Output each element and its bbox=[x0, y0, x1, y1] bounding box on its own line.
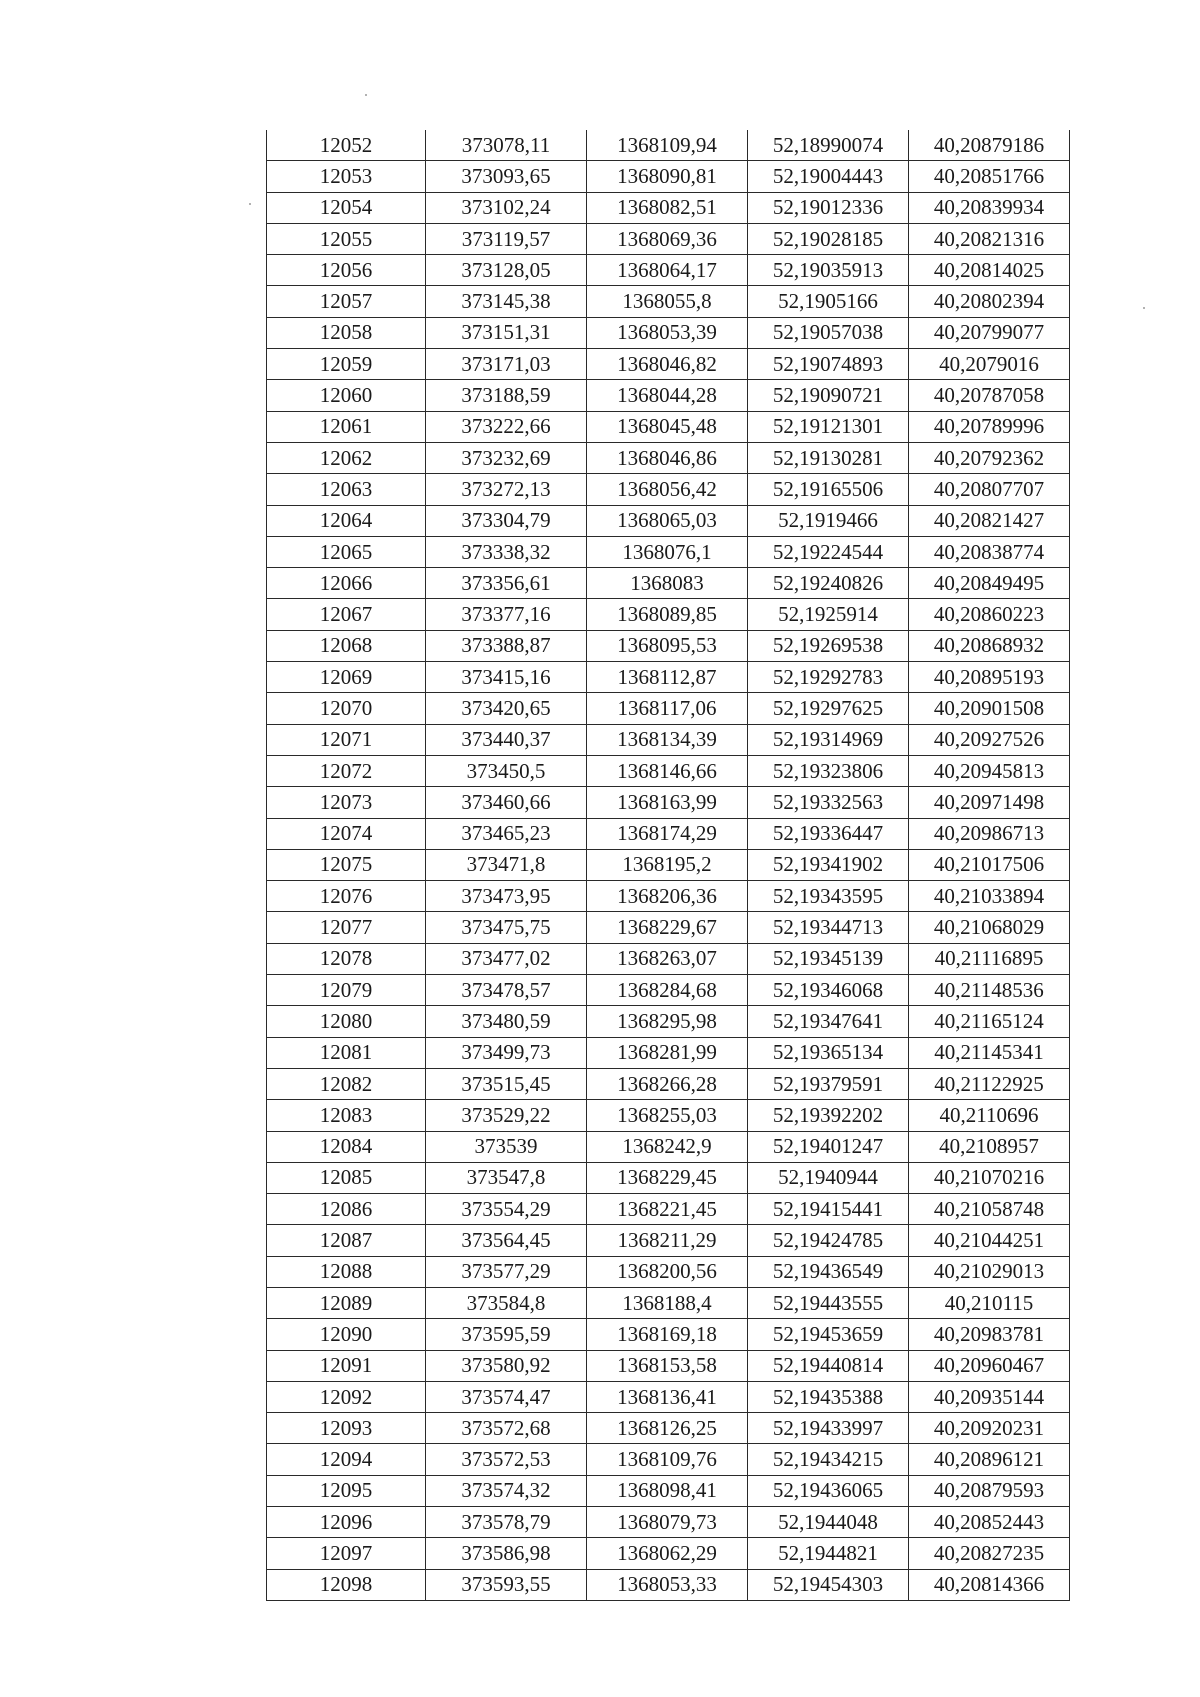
x-coordinate-cell: 373547,8 bbox=[426, 1162, 587, 1193]
point-number-cell: 12056 bbox=[267, 255, 426, 286]
longitude-cell: 40,20860223 bbox=[909, 599, 1070, 630]
longitude-cell: 40,21058748 bbox=[909, 1194, 1070, 1225]
x-coordinate-cell: 373477,02 bbox=[426, 943, 587, 974]
x-coordinate-cell: 373473,95 bbox=[426, 881, 587, 912]
table-row bbox=[267, 474, 1070, 505]
point-number-cell: 12068 bbox=[267, 630, 426, 661]
x-coordinate-cell: 373539 bbox=[426, 1131, 587, 1162]
point-number-cell: 12069 bbox=[267, 662, 426, 693]
point-number-cell: 12073 bbox=[267, 787, 426, 818]
point-number-cell: 12078 bbox=[267, 943, 426, 974]
table-row bbox=[267, 255, 1070, 286]
table-row bbox=[267, 1507, 1070, 1538]
latitude-cell: 52,19345139 bbox=[748, 943, 909, 974]
point-number-cell: 12061 bbox=[267, 411, 426, 442]
x-coordinate-cell: 373128,05 bbox=[426, 255, 587, 286]
x-coordinate-cell: 373572,53 bbox=[426, 1444, 587, 1475]
latitude-cell: 52,19165506 bbox=[748, 474, 909, 505]
longitude-cell: 40,20945813 bbox=[909, 755, 1070, 786]
table-row bbox=[267, 1381, 1070, 1412]
longitude-cell: 40,20802394 bbox=[909, 286, 1070, 317]
latitude-cell: 52,19074893 bbox=[748, 349, 909, 380]
x-coordinate-cell: 373377,16 bbox=[426, 599, 587, 630]
y-coordinate-cell: 1368053,39 bbox=[587, 317, 748, 348]
point-number-cell: 12077 bbox=[267, 912, 426, 943]
latitude-cell: 52,1919466 bbox=[748, 505, 909, 536]
table-row bbox=[267, 442, 1070, 473]
x-coordinate-cell: 373584,8 bbox=[426, 1287, 587, 1318]
y-coordinate-cell: 1368229,67 bbox=[587, 912, 748, 943]
latitude-cell: 52,19292783 bbox=[748, 662, 909, 693]
latitude-cell: 52,1925914 bbox=[748, 599, 909, 630]
x-coordinate-cell: 373272,13 bbox=[426, 474, 587, 505]
y-coordinate-cell: 1368056,42 bbox=[587, 474, 748, 505]
y-coordinate-cell: 1368281,99 bbox=[587, 1037, 748, 1068]
scan-speck bbox=[249, 203, 251, 205]
point-number-cell: 12096 bbox=[267, 1507, 426, 1538]
y-coordinate-cell: 1368153,58 bbox=[587, 1350, 748, 1381]
y-coordinate-cell: 1368195,2 bbox=[587, 849, 748, 880]
longitude-cell: 40,20851766 bbox=[909, 161, 1070, 192]
latitude-cell: 52,19365134 bbox=[748, 1037, 909, 1068]
point-number-cell: 12089 bbox=[267, 1287, 426, 1318]
longitude-cell: 40,20807707 bbox=[909, 474, 1070, 505]
table-row bbox=[267, 130, 1070, 161]
point-number-cell: 12084 bbox=[267, 1131, 426, 1162]
latitude-cell: 52,19269538 bbox=[748, 630, 909, 661]
longitude-cell: 40,20986713 bbox=[909, 818, 1070, 849]
point-number-cell: 12085 bbox=[267, 1162, 426, 1193]
latitude-cell: 52,19341902 bbox=[748, 849, 909, 880]
latitude-cell: 52,19424785 bbox=[748, 1225, 909, 1256]
table-row bbox=[267, 1131, 1070, 1162]
table-row bbox=[267, 881, 1070, 912]
y-coordinate-cell: 1368117,06 bbox=[587, 693, 748, 724]
table-row bbox=[267, 1444, 1070, 1475]
x-coordinate-cell: 373475,75 bbox=[426, 912, 587, 943]
point-number-cell: 12062 bbox=[267, 442, 426, 473]
point-number-cell: 12064 bbox=[267, 505, 426, 536]
x-coordinate-cell: 373222,66 bbox=[426, 411, 587, 442]
table-row bbox=[267, 223, 1070, 254]
longitude-cell: 40,21148536 bbox=[909, 975, 1070, 1006]
y-coordinate-cell: 1368076,1 bbox=[587, 536, 748, 567]
x-coordinate-cell: 373450,5 bbox=[426, 755, 587, 786]
y-coordinate-cell: 1368055,8 bbox=[587, 286, 748, 317]
y-coordinate-cell: 1368064,17 bbox=[587, 255, 748, 286]
latitude-cell: 52,1944048 bbox=[748, 1507, 909, 1538]
y-coordinate-cell: 1368284,68 bbox=[587, 975, 748, 1006]
table-row bbox=[267, 286, 1070, 317]
y-coordinate-cell: 1368174,29 bbox=[587, 818, 748, 849]
longitude-cell: 40,20971498 bbox=[909, 787, 1070, 818]
point-number-cell: 12093 bbox=[267, 1413, 426, 1444]
x-coordinate-cell: 373578,79 bbox=[426, 1507, 587, 1538]
x-coordinate-cell: 373460,66 bbox=[426, 787, 587, 818]
latitude-cell: 52,19435388 bbox=[748, 1381, 909, 1412]
point-number-cell: 12065 bbox=[267, 536, 426, 567]
x-coordinate-cell: 373471,8 bbox=[426, 849, 587, 880]
table-row bbox=[267, 317, 1070, 348]
longitude-cell: 40,20827235 bbox=[909, 1538, 1070, 1569]
longitude-cell: 40,20868932 bbox=[909, 630, 1070, 661]
y-coordinate-cell: 1368069,36 bbox=[587, 223, 748, 254]
longitude-cell: 40,21044251 bbox=[909, 1225, 1070, 1256]
y-coordinate-cell: 1368169,18 bbox=[587, 1319, 748, 1350]
table-row bbox=[267, 411, 1070, 442]
x-coordinate-cell: 373480,59 bbox=[426, 1006, 587, 1037]
table-row bbox=[267, 787, 1070, 818]
x-coordinate-cell: 373478,57 bbox=[426, 975, 587, 1006]
y-coordinate-cell: 1368200,56 bbox=[587, 1256, 748, 1287]
latitude-cell: 52,1944821 bbox=[748, 1538, 909, 1569]
table-row bbox=[267, 755, 1070, 786]
latitude-cell: 52,19336447 bbox=[748, 818, 909, 849]
x-coordinate-cell: 373595,59 bbox=[426, 1319, 587, 1350]
x-coordinate-cell: 373564,45 bbox=[426, 1225, 587, 1256]
table-row bbox=[267, 1413, 1070, 1444]
longitude-cell: 40,20983781 bbox=[909, 1319, 1070, 1350]
longitude-cell: 40,21145341 bbox=[909, 1037, 1070, 1068]
x-coordinate-cell: 373151,31 bbox=[426, 317, 587, 348]
x-coordinate-cell: 373529,22 bbox=[426, 1100, 587, 1131]
table-row bbox=[267, 724, 1070, 755]
y-coordinate-cell: 1368255,03 bbox=[587, 1100, 748, 1131]
latitude-cell: 52,19443555 bbox=[748, 1287, 909, 1318]
longitude-cell: 40,20838774 bbox=[909, 536, 1070, 567]
table-row bbox=[267, 975, 1070, 1006]
latitude-cell: 52,19440814 bbox=[748, 1350, 909, 1381]
table-row bbox=[267, 943, 1070, 974]
table-row bbox=[267, 568, 1070, 599]
table-row bbox=[267, 349, 1070, 380]
point-number-cell: 12091 bbox=[267, 1350, 426, 1381]
point-number-cell: 12054 bbox=[267, 192, 426, 223]
x-coordinate-cell: 373232,69 bbox=[426, 442, 587, 473]
table-row bbox=[267, 1350, 1070, 1381]
y-coordinate-cell: 1368263,07 bbox=[587, 943, 748, 974]
coordinates-table bbox=[266, 130, 1070, 1601]
point-number-cell: 12080 bbox=[267, 1006, 426, 1037]
latitude-cell: 52,19344713 bbox=[748, 912, 909, 943]
point-number-cell: 12081 bbox=[267, 1037, 426, 1068]
latitude-cell: 52,19121301 bbox=[748, 411, 909, 442]
longitude-cell: 40,20799077 bbox=[909, 317, 1070, 348]
latitude-cell: 52,19297625 bbox=[748, 693, 909, 724]
longitude-cell: 40,21116895 bbox=[909, 943, 1070, 974]
latitude-cell: 52,19012336 bbox=[748, 192, 909, 223]
latitude-cell: 52,19057038 bbox=[748, 317, 909, 348]
point-number-cell: 12076 bbox=[267, 881, 426, 912]
longitude-cell: 40,210115 bbox=[909, 1287, 1070, 1318]
longitude-cell: 40,2079016 bbox=[909, 349, 1070, 380]
longitude-cell: 40,21122925 bbox=[909, 1068, 1070, 1099]
y-coordinate-cell: 1368206,36 bbox=[587, 881, 748, 912]
latitude-cell: 52,19332563 bbox=[748, 787, 909, 818]
y-coordinate-cell: 1368112,87 bbox=[587, 662, 748, 693]
point-number-cell: 12066 bbox=[267, 568, 426, 599]
point-number-cell: 12060 bbox=[267, 380, 426, 411]
y-coordinate-cell: 1368082,51 bbox=[587, 192, 748, 223]
x-coordinate-cell: 373356,61 bbox=[426, 568, 587, 599]
point-number-cell: 12086 bbox=[267, 1194, 426, 1225]
x-coordinate-cell: 373093,65 bbox=[426, 161, 587, 192]
latitude-cell: 52,19434215 bbox=[748, 1444, 909, 1475]
point-number-cell: 12059 bbox=[267, 349, 426, 380]
x-coordinate-cell: 373171,03 bbox=[426, 349, 587, 380]
longitude-cell: 40,20896121 bbox=[909, 1444, 1070, 1475]
longitude-cell: 40,2110696 bbox=[909, 1100, 1070, 1131]
longitude-cell: 40,20960467 bbox=[909, 1350, 1070, 1381]
longitude-cell: 40,20935144 bbox=[909, 1381, 1070, 1412]
point-number-cell: 12092 bbox=[267, 1381, 426, 1412]
y-coordinate-cell: 1368090,81 bbox=[587, 161, 748, 192]
point-number-cell: 12090 bbox=[267, 1319, 426, 1350]
x-coordinate-cell: 373572,68 bbox=[426, 1413, 587, 1444]
latitude-cell: 52,19323806 bbox=[748, 755, 909, 786]
point-number-cell: 12087 bbox=[267, 1225, 426, 1256]
point-number-cell: 12057 bbox=[267, 286, 426, 317]
point-number-cell: 12070 bbox=[267, 693, 426, 724]
latitude-cell: 52,19415441 bbox=[748, 1194, 909, 1225]
table-row bbox=[267, 1100, 1070, 1131]
y-coordinate-cell: 1368109,76 bbox=[587, 1444, 748, 1475]
longitude-cell: 40,20814366 bbox=[909, 1569, 1070, 1600]
table-row bbox=[267, 630, 1070, 661]
x-coordinate-cell: 373145,38 bbox=[426, 286, 587, 317]
latitude-cell: 52,19028185 bbox=[748, 223, 909, 254]
longitude-cell: 40,21017506 bbox=[909, 849, 1070, 880]
longitude-cell: 40,20849495 bbox=[909, 568, 1070, 599]
y-coordinate-cell: 1368136,41 bbox=[587, 1381, 748, 1412]
y-coordinate-cell: 1368053,33 bbox=[587, 1569, 748, 1600]
latitude-cell: 52,19401247 bbox=[748, 1131, 909, 1162]
y-coordinate-cell: 1368045,48 bbox=[587, 411, 748, 442]
x-coordinate-cell: 373415,16 bbox=[426, 662, 587, 693]
longitude-cell: 40,20792362 bbox=[909, 442, 1070, 473]
latitude-cell: 52,19433997 bbox=[748, 1413, 909, 1444]
latitude-cell: 52,19346068 bbox=[748, 975, 909, 1006]
latitude-cell: 52,19224544 bbox=[748, 536, 909, 567]
point-number-cell: 12082 bbox=[267, 1068, 426, 1099]
table-row bbox=[267, 849, 1070, 880]
longitude-cell: 40,2108957 bbox=[909, 1131, 1070, 1162]
latitude-cell: 52,19379591 bbox=[748, 1068, 909, 1099]
latitude-cell: 52,19347641 bbox=[748, 1006, 909, 1037]
table-row bbox=[267, 1287, 1070, 1318]
y-coordinate-cell: 1368188,4 bbox=[587, 1287, 748, 1318]
latitude-cell: 52,19090721 bbox=[748, 380, 909, 411]
latitude-cell: 52,19392202 bbox=[748, 1100, 909, 1131]
y-coordinate-cell: 1368229,45 bbox=[587, 1162, 748, 1193]
table-row bbox=[267, 1538, 1070, 1569]
latitude-cell: 52,19343595 bbox=[748, 881, 909, 912]
scan-speck bbox=[1143, 307, 1145, 309]
y-coordinate-cell: 1368242,9 bbox=[587, 1131, 748, 1162]
y-coordinate-cell: 1368295,98 bbox=[587, 1006, 748, 1037]
y-coordinate-cell: 1368146,66 bbox=[587, 755, 748, 786]
table-row bbox=[267, 1225, 1070, 1256]
x-coordinate-cell: 373554,29 bbox=[426, 1194, 587, 1225]
longitude-cell: 40,21068029 bbox=[909, 912, 1070, 943]
point-number-cell: 12058 bbox=[267, 317, 426, 348]
table-row bbox=[267, 1256, 1070, 1287]
longitude-cell: 40,20920231 bbox=[909, 1413, 1070, 1444]
y-coordinate-cell: 1368211,29 bbox=[587, 1225, 748, 1256]
point-number-cell: 12097 bbox=[267, 1538, 426, 1569]
table-row bbox=[267, 505, 1070, 536]
table-row bbox=[267, 912, 1070, 943]
longitude-cell: 40,20927526 bbox=[909, 724, 1070, 755]
x-coordinate-cell: 373574,32 bbox=[426, 1475, 587, 1506]
y-coordinate-cell: 1368163,99 bbox=[587, 787, 748, 818]
y-coordinate-cell: 1368062,29 bbox=[587, 1538, 748, 1569]
x-coordinate-cell: 373188,59 bbox=[426, 380, 587, 411]
point-number-cell: 12098 bbox=[267, 1569, 426, 1600]
table-row bbox=[267, 192, 1070, 223]
table-row bbox=[267, 1569, 1070, 1600]
table-row bbox=[267, 1319, 1070, 1350]
x-coordinate-cell: 373574,47 bbox=[426, 1381, 587, 1412]
x-coordinate-cell: 373338,32 bbox=[426, 536, 587, 567]
longitude-cell: 40,20821316 bbox=[909, 223, 1070, 254]
x-coordinate-cell: 373515,45 bbox=[426, 1068, 587, 1099]
point-number-cell: 12067 bbox=[267, 599, 426, 630]
table-row bbox=[267, 818, 1070, 849]
point-number-cell: 12074 bbox=[267, 818, 426, 849]
longitude-cell: 40,21165124 bbox=[909, 1006, 1070, 1037]
point-number-cell: 12053 bbox=[267, 161, 426, 192]
latitude-cell: 52,19454303 bbox=[748, 1569, 909, 1600]
longitude-cell: 40,20852443 bbox=[909, 1507, 1070, 1538]
latitude-cell: 52,19004443 bbox=[748, 161, 909, 192]
table-row bbox=[267, 380, 1070, 411]
y-coordinate-cell: 1368134,39 bbox=[587, 724, 748, 755]
table-row bbox=[267, 662, 1070, 693]
latitude-cell: 52,19314969 bbox=[748, 724, 909, 755]
latitude-cell: 52,18990074 bbox=[748, 130, 909, 161]
latitude-cell: 52,19436549 bbox=[748, 1256, 909, 1287]
scan-speck bbox=[365, 94, 367, 96]
point-number-cell: 12075 bbox=[267, 849, 426, 880]
longitude-cell: 40,21029013 bbox=[909, 1256, 1070, 1287]
x-coordinate-cell: 373586,98 bbox=[426, 1538, 587, 1569]
latitude-cell: 52,19130281 bbox=[748, 442, 909, 473]
y-coordinate-cell: 1368046,86 bbox=[587, 442, 748, 473]
x-coordinate-cell: 373388,87 bbox=[426, 630, 587, 661]
latitude-cell: 52,19035913 bbox=[748, 255, 909, 286]
table-row bbox=[267, 1068, 1070, 1099]
x-coordinate-cell: 373420,65 bbox=[426, 693, 587, 724]
longitude-cell: 40,20789996 bbox=[909, 411, 1070, 442]
point-number-cell: 12055 bbox=[267, 223, 426, 254]
x-coordinate-cell: 373577,29 bbox=[426, 1256, 587, 1287]
x-coordinate-cell: 373593,55 bbox=[426, 1569, 587, 1600]
table-row bbox=[267, 1037, 1070, 1068]
y-coordinate-cell: 1368083 bbox=[587, 568, 748, 599]
y-coordinate-cell: 1368065,03 bbox=[587, 505, 748, 536]
table-row bbox=[267, 1194, 1070, 1225]
x-coordinate-cell: 373119,57 bbox=[426, 223, 587, 254]
point-number-cell: 12083 bbox=[267, 1100, 426, 1131]
y-coordinate-cell: 1368221,45 bbox=[587, 1194, 748, 1225]
x-coordinate-cell: 373580,92 bbox=[426, 1350, 587, 1381]
point-number-cell: 12063 bbox=[267, 474, 426, 505]
longitude-cell: 40,21070216 bbox=[909, 1162, 1070, 1193]
y-coordinate-cell: 1368098,41 bbox=[587, 1475, 748, 1506]
latitude-cell: 52,19240826 bbox=[748, 568, 909, 599]
table-row bbox=[267, 599, 1070, 630]
point-number-cell: 12094 bbox=[267, 1444, 426, 1475]
longitude-cell: 40,20821427 bbox=[909, 505, 1070, 536]
y-coordinate-cell: 1368046,82 bbox=[587, 349, 748, 380]
point-number-cell: 12088 bbox=[267, 1256, 426, 1287]
longitude-cell: 40,20814025 bbox=[909, 255, 1070, 286]
longitude-cell: 40,20839934 bbox=[909, 192, 1070, 223]
longitude-cell: 40,20895193 bbox=[909, 662, 1070, 693]
point-number-cell: 12072 bbox=[267, 755, 426, 786]
table-row bbox=[267, 536, 1070, 567]
longitude-cell: 40,20879186 bbox=[909, 130, 1070, 161]
table-row bbox=[267, 1475, 1070, 1506]
x-coordinate-cell: 373440,37 bbox=[426, 724, 587, 755]
point-number-cell: 12052 bbox=[267, 130, 426, 161]
longitude-cell: 40,21033894 bbox=[909, 881, 1070, 912]
y-coordinate-cell: 1368126,25 bbox=[587, 1413, 748, 1444]
y-coordinate-cell: 1368266,28 bbox=[587, 1068, 748, 1099]
coordinates-table-body bbox=[267, 130, 1070, 1600]
y-coordinate-cell: 1368044,28 bbox=[587, 380, 748, 411]
table-row bbox=[267, 1006, 1070, 1037]
point-number-cell: 12079 bbox=[267, 975, 426, 1006]
longitude-cell: 40,20879593 bbox=[909, 1475, 1070, 1506]
table-row bbox=[267, 1162, 1070, 1193]
y-coordinate-cell: 1368079,73 bbox=[587, 1507, 748, 1538]
x-coordinate-cell: 373304,79 bbox=[426, 505, 587, 536]
latitude-cell: 52,19436065 bbox=[748, 1475, 909, 1506]
x-coordinate-cell: 373102,24 bbox=[426, 192, 587, 223]
x-coordinate-cell: 373078,11 bbox=[426, 130, 587, 161]
table-row bbox=[267, 693, 1070, 724]
latitude-cell: 52,19453659 bbox=[748, 1319, 909, 1350]
y-coordinate-cell: 1368095,53 bbox=[587, 630, 748, 661]
x-coordinate-cell: 373499,73 bbox=[426, 1037, 587, 1068]
longitude-cell: 40,20901508 bbox=[909, 693, 1070, 724]
latitude-cell: 52,1940944 bbox=[748, 1162, 909, 1193]
y-coordinate-cell: 1368089,85 bbox=[587, 599, 748, 630]
longitude-cell: 40,20787058 bbox=[909, 380, 1070, 411]
y-coordinate-cell: 1368109,94 bbox=[587, 130, 748, 161]
point-number-cell: 12071 bbox=[267, 724, 426, 755]
table-row bbox=[267, 161, 1070, 192]
latitude-cell: 52,1905166 bbox=[748, 286, 909, 317]
x-coordinate-cell: 373465,23 bbox=[426, 818, 587, 849]
point-number-cell: 12095 bbox=[267, 1475, 426, 1506]
